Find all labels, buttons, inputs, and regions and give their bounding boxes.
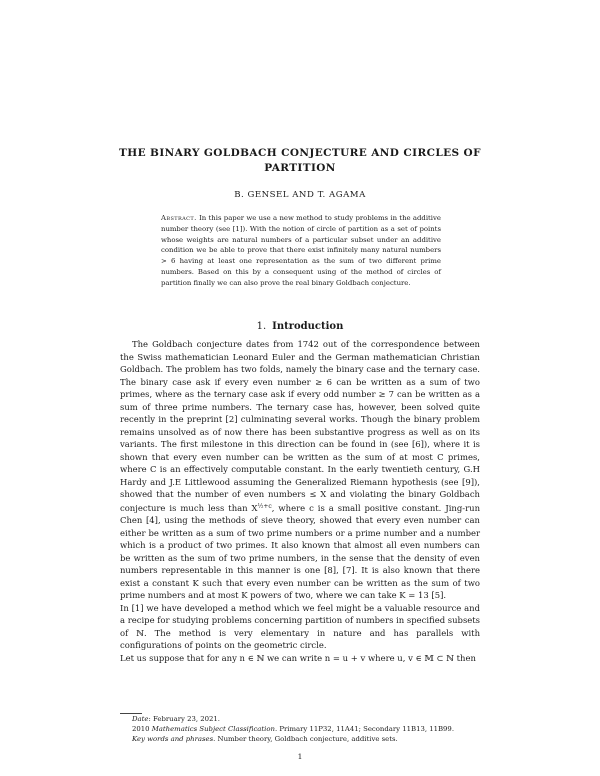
paragraph-3: Let us suppose that for any n ∈ ℕ we can write n = u + v where u, v ∈ 𝕄 ⊂ ℕ then [120,652,476,663]
paragraph-1 [120,338,480,602]
msc-label: Mathematics Subject Classification. [151,725,278,734]
footnote-msc [120,724,500,734]
date-label: Date [132,715,149,723]
paragraph-2: In [1] we have developed a method which we feel might be a valuable resource and a recipe for studying problems concerning partition of numbers in specified subsets of ℕ. The method is very elementary in nature and has parallels with configurations of points on the geometric circle. [120,602,480,650]
exponent: ½+c [257,502,272,510]
section-heading [150,321,450,332]
page-number: 1 [297,752,303,761]
keywords-value: Number theory, Goldbach conjecture, additive sets. [215,735,398,744]
paragraph-1-part-2: , where c is a small positive constant. Jing-run Chen [4], using the methods of sieve theory, showed that every even number can either be written as a sum of two prime numbers or a prime number and a number which is a product of two primes. It also known that almost all even numbers can be written as the sum of two prime numbers, in the sense that the density of even numbers representable in this manner is one [8], [7]. It is also known that there exist a constant K such that every even number can be written as the sum of two prime numbers and at most K powers of two, where we can take K = 13 [5]. [120,502,480,600]
footnote-keywords [120,734,500,744]
section-title: Introduction [272,321,344,332]
body-text [120,338,480,664]
footnotes [120,714,500,745]
abstract-label: Abstract. [161,214,197,222]
authors: B. GENSEL AND T. AGAMA [234,190,366,200]
paper-title [110,146,490,176]
paragraph-1-part-1: The Goldbach conjecture dates from 1742 out of the correspondence between the Swiss mathematician Leonard Euler and the German mathematician Christian Goldbach. The problem has two folds, namely the binary case and the ternary case. The binary case ask if every even number ≥ 6 can be written as a sum of two primes, where as the ternary case ask if every odd number ≥ 7 can be written as a sum of three prime numbers. The ternary case has, however, been solved quite recently in the preprint [2] culminating several works. Though the binary problem remains unsolved as of now there has been substantive progress as well as on its variants. The first milestone in this direction can be found in (see [6]), where it is shown that every even number can be written as the sum of at most C primes, where C is an effectively computable constant. In the early twentieth century, G.H Hardy and J.E Littlewood assuming the Generalized Riemann hypothesis (see [9]), showed that the number of even numbers ≤ X and violating the binary Goldbach conjecture is much less than X [120,339,480,513]
msc-value: Primary 11P32, 11A41; Secondary 11B13, 11B99. [277,725,455,734]
abstract-text: In this paper we use a new method to study problems in the additive number theory (see [1]). With the notion of circle of partition as a set of points whose weights are natural numbers of a particular subset under an additive condition we be able to prove that there exist infinitely many natural numbers > 6 having at least one representation as the sum of two different prime numbers. Based on this by a consequent using of the method of circles of partition finally we can also prove the real binary Goldbach conjecture. [161,214,441,287]
section-number: 1. [256,321,267,332]
title-line-2: PARTITION [264,162,336,174]
msc-prefix: 2010 [132,725,152,734]
keywords-label: Key words and phrases. [132,735,216,744]
title-line-1: THE BINARY GOLDBACH CONJECTURE AND CIRCLES OF [119,147,481,159]
footnote-date [120,714,500,724]
date-value: : February 23, 2021. [148,715,220,723]
abstract [161,213,441,289]
